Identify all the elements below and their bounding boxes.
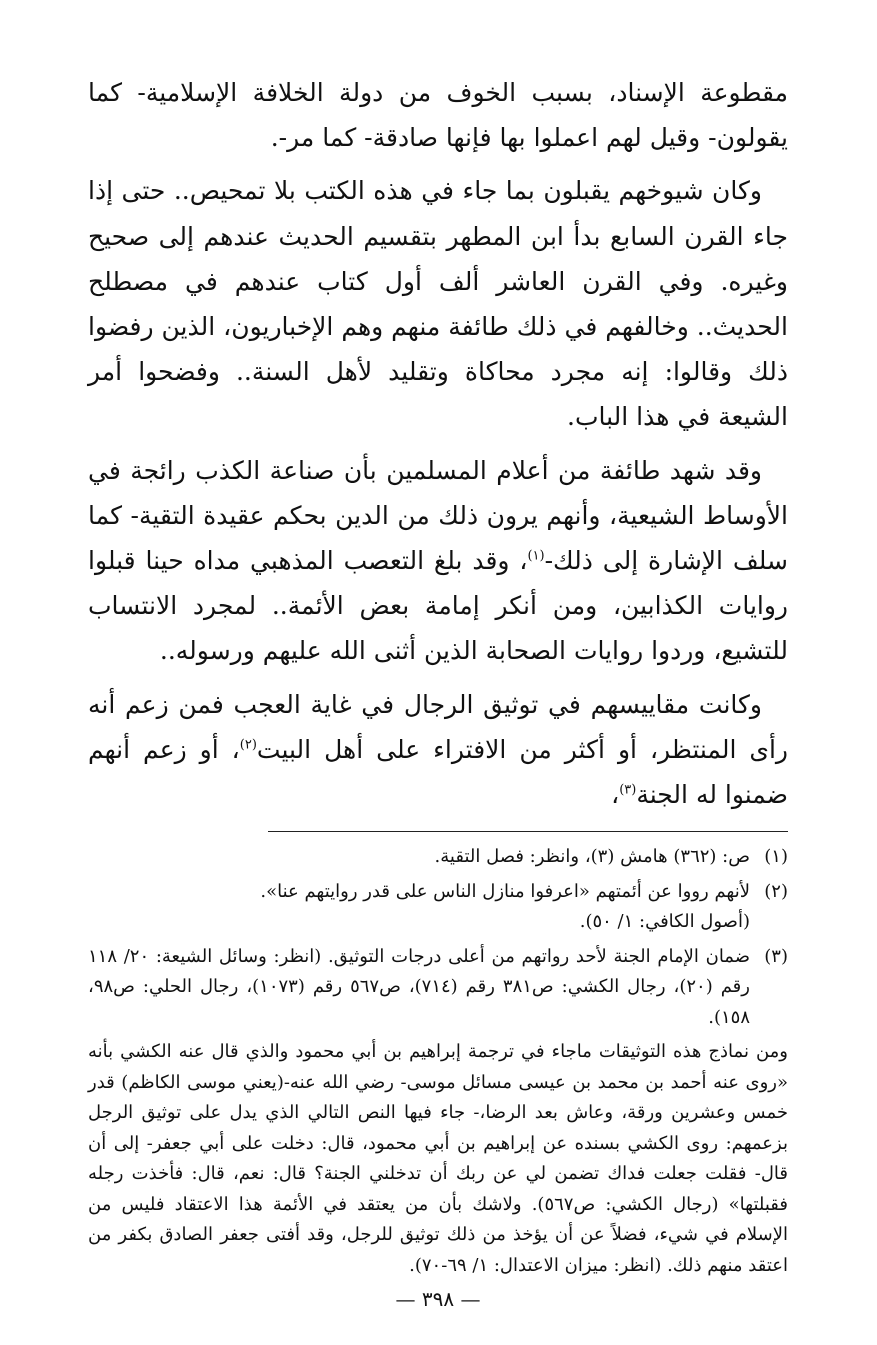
paragraph-text: مقطوعة الإسناد، بسبب الخوف من دولة الخلافة الإسلامية- كما يقولون- وقيل لهم اعملوا بها فإنها صادقة- كما مر-. [88,78,788,153]
footnote-line: (أصول الكافي: ١/ ٥٠). [579,911,750,933]
paragraph-text: وقد شهد طائفة من أعلام المسلمين بأن صناعة الكذب رائجة في الأوساط الشيعية، وأنهم يرون ذلك من الدين بحكم عقيدة التقية- كما سلف الإشارة إلى ذلك- [88,455,788,576]
footnote-continuation: ومن نماذج هذه التوثيقات ماجاء في ترجمة إبراهيم بن أبي محمود والذي قال عنه الكشي بأنه «روى عنه أحمد بن محمد بن عيسى مسائل موسى- رضي الله عنه-(يعني موسى الكاظم) قدر خمس وعشرين ورقة، وعاش بعد الرضا،- جاء فيها النص التالي الذي يدل على توثيق الرجل بزعمهم: روى الكشي بسنده عن إبراهيم بن أبي محمود، قال: دخلت على أبي جعفر- إلى أن قال- فقلت جعلت فداك تضمن لي عن ربك أن تدخلني الجنة؟ قال: نعم، قال: فأخذت رجله فقبلتها» (رجال الكشي: ص٥٦٧). ولاشك بأن من يعتقد في الأئمة هذا الاعتقاد فليس من الإسلام في شيء، فضلاً عن أن يؤخذ من ذلك توثيق للرجل، وقد أفتى جعفر الصادق بكفر من اعتقد منهم ذلك. (انظر: ميزان الاعتدال: ١/ ٦٩-٧٠). [88,1041,788,1276]
paragraph-text: ، أو زعم أنهم ضمنوا له الجنة [88,734,788,810]
footnote-line: ضمان الإمام الجنة لأحد رواتهم من أعلى درجات التوثيق. (انظر: وسائل الشيعة: ٢٠/ ١١٨ رقم (٢٠)، رجال الكشي: ص٣٨١ رقم (٧١٤)، ص٥٦٧ رقم (١٠٧٣)، رجال الحلي: ص٩٨، ١٥٨). [88,945,750,1028]
footnote-line: ص: (٣٦٢) هامش (٣)، وانظر: فصل التقية. [434,846,750,868]
footnote-number: (٢) [764,880,788,902]
paragraph-text: ، وقد بلغ التعصب المذهبي مداه حينا قبلوا روايات الكذابين، ومن أنكر إمامة بعض الأئمة.. لمجرد الانتساب للتشيع، وردوا روايات الصحابة الذين أثنى الله عليهم ورسوله.. [88,546,788,666]
paragraph-1 [88,70,788,160]
footnote-ref-2: (٢) [239,737,257,753]
footnote-ref-3: (٣) [619,782,637,798]
page-number: — ٣٩٨ — [395,1287,481,1312]
document-page [88,70,788,1310]
paragraph-text: وكان شيوخهم يقبلون بما جاء في هذه الكتب بلا تمحيص.. حتى إذا جاء القرن السابع بدأ ابن المطهر بتقسيم الحديث عندهم إلى صحيح وغيره. وفي القرن العاشر ألف أول كتاب عندهم في مصطلح الحديث.. وخالفهم في ذلك طائفة منهم وهم الإخباريون، الذين رفضوا ذلك وقالوا: إنه مجرد محاكاة وتقليد لأهل السنة.. وفضحوا أمر الشيعة في هذا الباب. [88,176,788,432]
paragraph-text: وكانت مقاييسهم في توثيق الرجال في غاية العجب فمن زعم أنه رأى المنتظر، أو أكثر من الافتراء على أهل البيت [88,689,789,764]
footnote-3 [88,942,788,1034]
footnote-line: لأنهم رووا عن أئمتهم «اعرفوا منازل الناس على قدر روايتهم عنا». [260,880,750,902]
footnote-ref-1: (١) [527,548,545,564]
footnote-2 [88,877,788,938]
footnote-number: (١) [764,846,788,868]
footnote-body [88,942,750,1034]
paragraph-text: ، [611,780,620,810]
footnote-body [88,877,750,938]
main-text [88,70,788,817]
footnote-body [88,842,750,873]
footnote-number: (٣) [764,945,788,967]
footnote-separator [268,831,788,832]
footnote-1 [88,842,788,873]
footnotes [88,842,788,1281]
paragraph-4 [88,682,788,818]
paragraph-3 [88,448,788,674]
paragraph-2 [88,168,788,439]
